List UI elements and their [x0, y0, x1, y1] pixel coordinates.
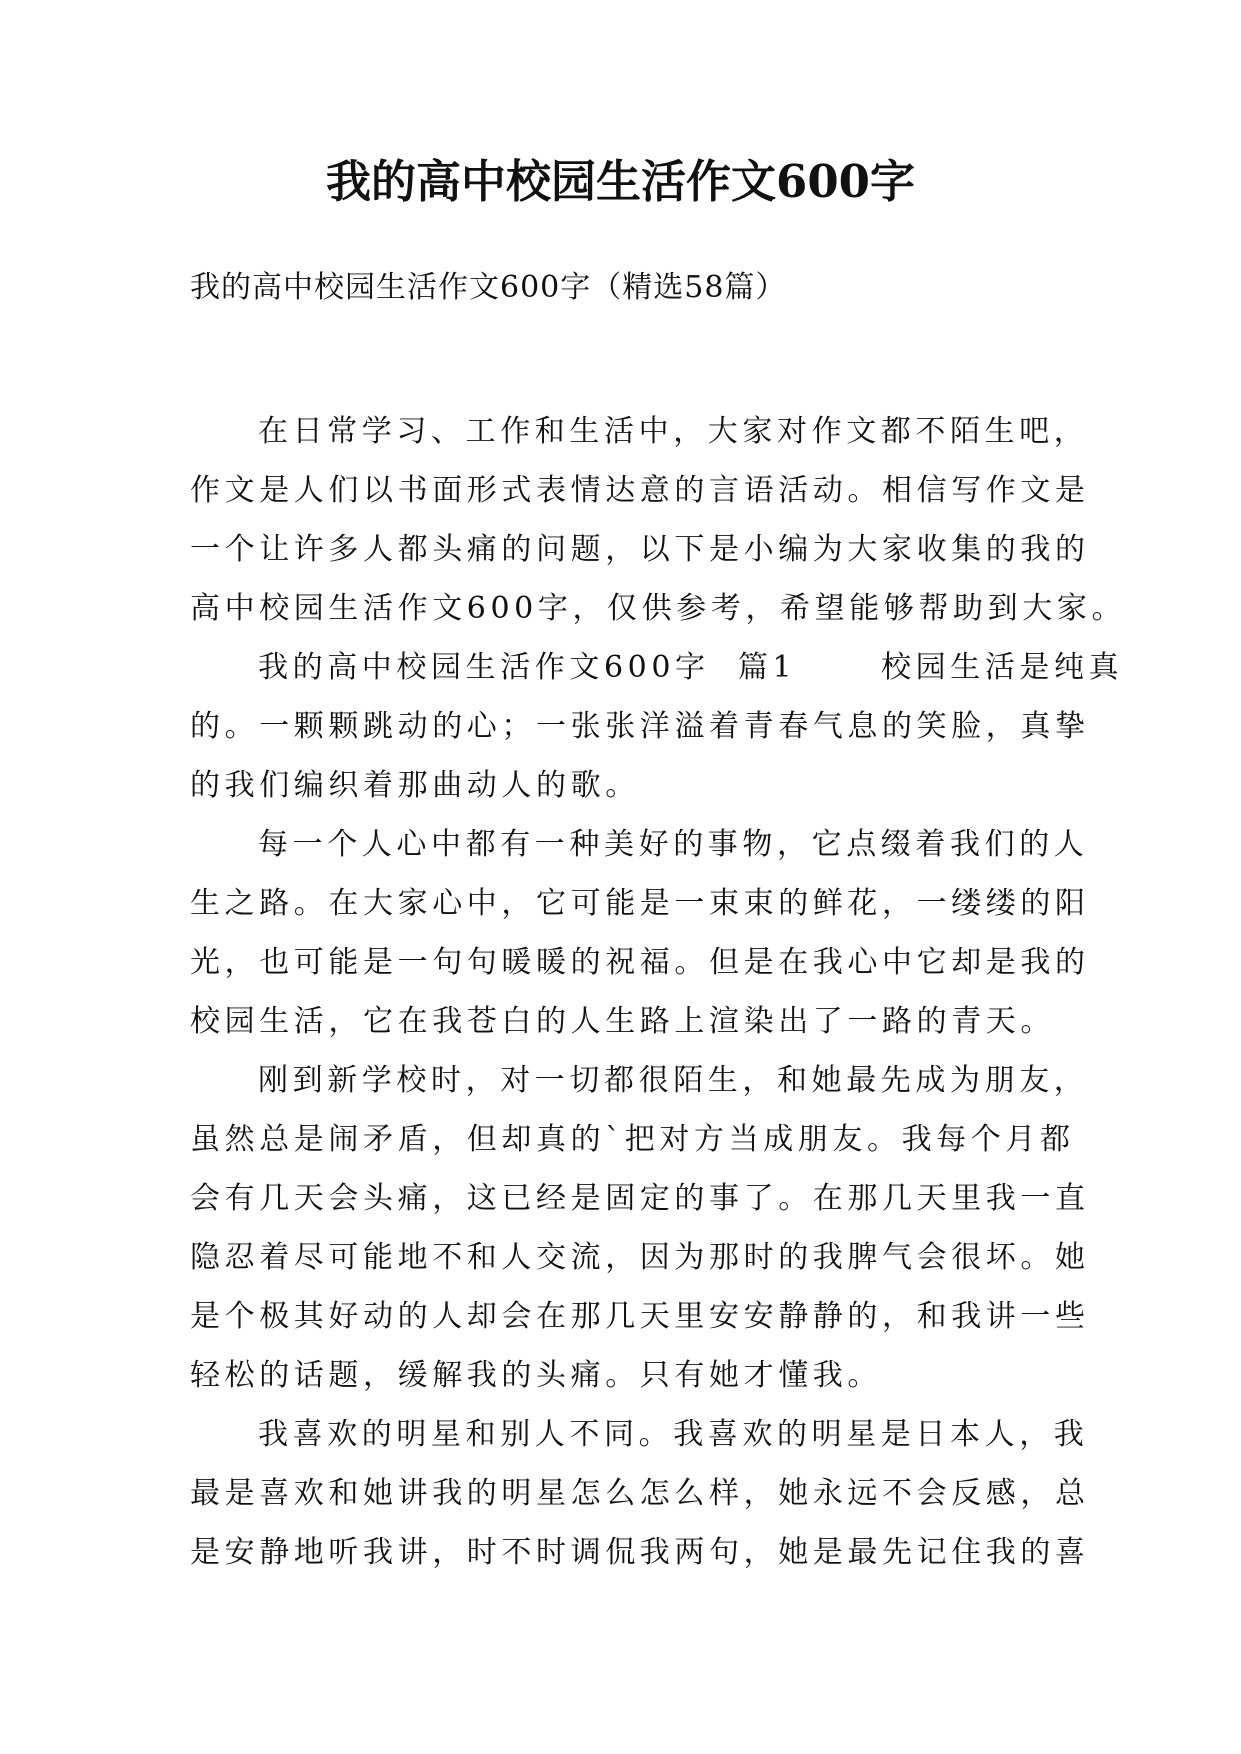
text-line: 最是喜欢和她讲我的明星怎么怎么样，她永远不会反感，总 — [190, 1476, 1090, 1511]
text-line: 是安静地听我讲，时不时调侃我两句，她是最先记住我的喜 — [190, 1535, 1090, 1570]
text-line: 我喜欢的明星和别人不同。我喜欢的明星是日本人，我 — [258, 1417, 1089, 1452]
text-line: 的。一颗颗跳动的心；一张张洋溢着青春气息的笑脸，真挚 — [190, 709, 1090, 744]
paragraph-beautiful-things — [190, 815, 1090, 1051]
text-line: 光，也可能是一句句暖暖的祝福。但是在我心中它却是我的 — [190, 945, 1090, 980]
text-line: 高中校园生活作文600字，仅供参考，希望能够帮助到大家。 — [190, 591, 1127, 626]
paragraph-new-school — [190, 1051, 1090, 1405]
text-line: 在日常学习、工作和生活中，大家对作文都不陌生吧， — [258, 414, 1089, 449]
text-line: 的我们编织着那曲动人的歌。 — [190, 768, 640, 803]
paragraph-essay-1-opening — [190, 638, 1124, 815]
text-line: 隐忍着尽可能地不和人交流，因为那时的我脾气会很坏。她 — [190, 1240, 1090, 1275]
document-body — [190, 402, 1127, 1582]
text-line: 每一个人心中都有一种美好的事物，它点缀着我们的人 — [258, 827, 1089, 862]
paragraph-intro — [190, 402, 1127, 638]
paragraph-favorite-star — [190, 1405, 1090, 1582]
text-line: 会有几天会头痛，这已经是固定的事了。在那几天里我一直 — [190, 1181, 1090, 1216]
text-line: 轻松的话题，缓解我的头痛。只有她才懂我。 — [190, 1358, 882, 1393]
text-line: 作文是人们以书面形式表情达意的言语活动。相信写作文是 — [190, 473, 1090, 508]
text-line: 我的高中校园生活作文600字 篇1 校园生活是纯真 — [258, 650, 1124, 685]
text-line: 刚到新学校时，对一切都很陌生，和她最先成为朋友， — [258, 1063, 1089, 1098]
text-line: 是个极其好动的人却会在那几天里安安静静的，和我讲一些 — [190, 1299, 1090, 1334]
document-title: 我的高中校园生活作文600字 — [326, 155, 915, 208]
text-line: 虽然总是闹矛盾，但却真的`把对方当成朋友。我每个月都 — [190, 1122, 1075, 1157]
document-subtitle: 我的高中校园生活作文600字（精选58篇） — [190, 270, 787, 305]
text-line: 校园生活，它在我苍白的人生路上渲染出了一路的青天。 — [190, 1004, 1055, 1039]
text-line: 生之路。在大家心中，它可能是一束束的鲜花，一缕缕的阳 — [190, 886, 1090, 921]
text-line: 一个让许多人都头痛的问题，以下是小编为大家收集的我的 — [190, 532, 1090, 567]
